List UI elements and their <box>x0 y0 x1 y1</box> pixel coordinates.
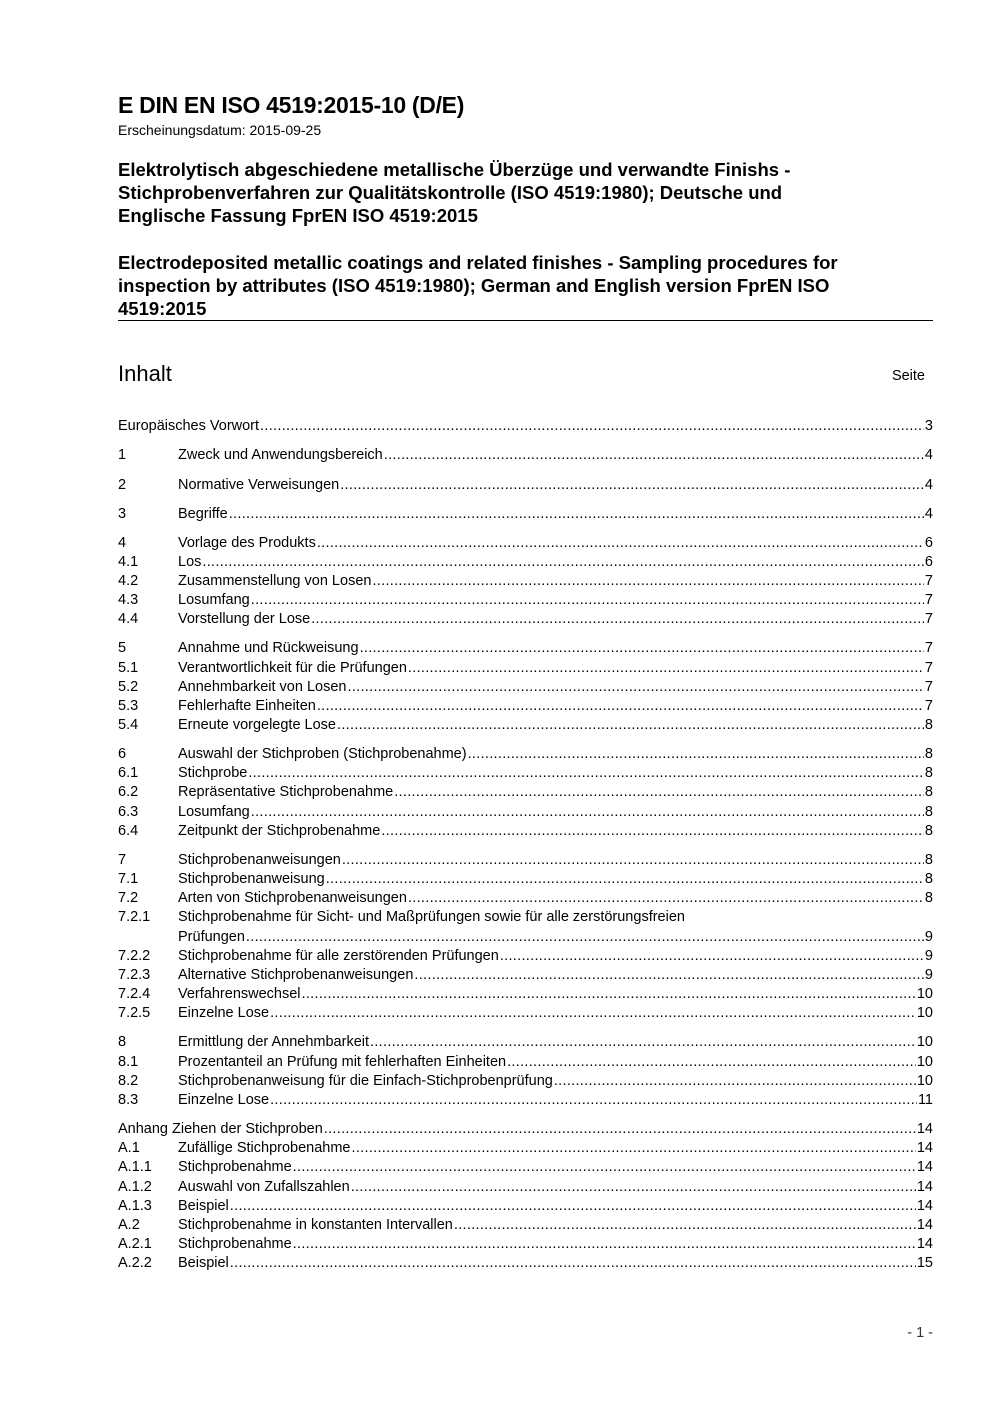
toc-entry-title: Prozentanteil an Prüfung mit fehlerhaften Einheiten <box>178 1054 507 1070</box>
toc-entry-title: Verantwortlichkeit für die Prüfungen <box>178 660 407 676</box>
toc-entry-number: 5.1 <box>118 660 139 676</box>
title-german <box>118 158 933 227</box>
toc-entry-line <box>178 638 933 658</box>
toc-dot-leader <box>381 821 924 841</box>
toc-entry-line <box>118 416 933 436</box>
toc-dot-leader <box>394 782 924 802</box>
toc-entry[interactable] <box>118 475 933 495</box>
document-id: E DIN EN ISO 4519:2015-10 (D/E) <box>118 92 465 118</box>
toc-entry-page: 14 <box>916 1140 933 1156</box>
toc-dot-leader <box>554 1071 916 1091</box>
toc-entry-line <box>178 475 933 495</box>
toc-entry-title: Stichprobenahme für Sicht- und Maßprüfungen sowie für alle zerstörungsfreien <box>178 909 685 925</box>
toc-entry-line <box>178 609 933 629</box>
toc-entry-line <box>178 984 933 1004</box>
toc-entry-title: Einzelne Lose <box>178 1005 270 1021</box>
toc-entry[interactable] <box>118 590 933 610</box>
toc-dot-leader <box>507 1052 916 1072</box>
toc-entry-number: 6.4 <box>118 823 139 839</box>
toc-entry-number: 3 <box>118 506 127 522</box>
toc-entry-number: 6.2 <box>118 784 139 800</box>
toc-dot-leader <box>270 1003 916 1023</box>
title-german-line: Stichprobenverfahren zur Qualitätskontrolle (ISO 4519:1980); Deutsche und <box>118 182 783 203</box>
toc-entry-line <box>178 1003 933 1023</box>
toc-entry-title: Stichprobenahme für alle zerstörenden Prüfungen <box>178 948 499 964</box>
toc-entry-title: Zeitpunkt der Stichprobenahme <box>178 823 381 839</box>
toc-dot-leader <box>454 1215 916 1235</box>
toc-entry-title: Zufällige Stichprobenahme <box>178 1140 351 1156</box>
toc-entry-page: 14 <box>916 1198 933 1214</box>
toc-entry-page: 8 <box>924 804 933 820</box>
toc-dot-leader <box>352 1138 916 1158</box>
toc-entry-title: Losumfang <box>178 592 250 608</box>
toc-entry-title: Erneute vorgelegte Lose <box>178 717 336 733</box>
toc-entry-title: Zusammenstellung von Losen <box>178 573 372 589</box>
toc-entry-number: 8.1 <box>118 1054 139 1070</box>
toc-entry-line <box>178 590 933 610</box>
toc-entry-page: 8 <box>924 852 933 868</box>
toc-entry-number: 5 <box>118 640 127 656</box>
title-english-line: Electrodeposited metallic coatings and related finishes - Sampling procedures for <box>118 252 838 273</box>
toc-entry-number: 7.2.2 <box>118 948 151 964</box>
toc-entry-title: Stichprobenanweisung <box>178 871 325 887</box>
toc-entry-number: A.2.2 <box>118 1255 152 1271</box>
toc-dot-leader <box>468 744 924 764</box>
toc-entry-number: 6 <box>118 746 127 762</box>
toc-entry-page: 11 <box>917 1092 933 1108</box>
toc-entry-title: Stichprobe <box>178 765 248 781</box>
toc-entry-line <box>178 888 933 908</box>
toc-dot-leader <box>248 763 924 783</box>
toc-dot-leader <box>347 677 923 697</box>
toc-entry-number: 4 <box>118 535 127 551</box>
toc-entry[interactable] <box>118 1177 933 1197</box>
toc-entry[interactable] <box>118 802 933 822</box>
toc-entry[interactable] <box>118 1071 933 1091</box>
toc-entry[interactable] <box>118 1138 933 1158</box>
toc-entry-title: Einzelne Lose <box>178 1092 270 1108</box>
toc-entry-line <box>178 744 933 764</box>
toc-entry-title: Auswahl der Stichproben (Stichprobenahme) <box>178 746 467 762</box>
toc-entry-number: A.2 <box>118 1217 140 1233</box>
toc-dot-leader <box>360 638 924 658</box>
toc-entry-line <box>178 821 933 841</box>
toc-entry-title: Ermittlung der Annehmbarkeit <box>178 1034 370 1050</box>
toc-entry-page: 14 <box>916 1179 933 1195</box>
toc-entry-line <box>178 696 933 716</box>
toc-entry-line <box>178 1157 933 1177</box>
toc-entry-title: Begriffe <box>178 506 228 522</box>
toc-dot-leader <box>326 869 924 889</box>
toc-entry-number: A.1.3 <box>118 1198 152 1214</box>
toc-entry-page: 8 <box>924 784 933 800</box>
title-english-line: 4519:2015 <box>118 298 207 319</box>
title-german-line: Englische Fassung FprEN ISO 4519:2015 <box>118 205 478 226</box>
toc-dot-leader <box>260 416 924 436</box>
toc-entry-line <box>178 1052 933 1072</box>
toc-heading: Inhalt <box>118 361 172 386</box>
toc-entry[interactable] <box>118 1157 933 1177</box>
toc-dot-leader <box>251 590 924 610</box>
toc-entry[interactable] <box>118 416 933 436</box>
toc-dot-leader <box>370 1032 916 1052</box>
toc-entry-page: 14 <box>916 1159 933 1175</box>
toc-entry-line <box>178 1234 933 1254</box>
toc-entry-number: 7.2 <box>118 890 139 906</box>
toc-entry-line <box>178 869 933 889</box>
publication-date: Erscheinungsdatum: 2015-09-25 <box>118 122 322 138</box>
toc-entry[interactable] <box>118 907 933 927</box>
toc-entry-title: Stichprobenahme in konstanten Intervallen <box>178 1217 453 1233</box>
toc-entry-title: Losumfang <box>178 804 250 820</box>
toc-dot-leader <box>414 965 924 985</box>
toc-entry-title: Verfahrenswechsel <box>178 986 301 1002</box>
toc-entry-line <box>178 504 933 524</box>
toc-entry-page: 7 <box>924 679 933 695</box>
toc-entry-title: Beispiel <box>178 1255 229 1271</box>
header-divider <box>118 320 933 321</box>
toc-entry-page: 7 <box>924 640 933 656</box>
toc-entry-number: 6.1 <box>118 765 139 781</box>
toc-entry-title: Anhang Ziehen der Stichproben <box>118 1121 323 1137</box>
toc-entry-line <box>178 552 933 572</box>
toc-entry-line <box>178 946 933 966</box>
toc-entry-number: A.2.1 <box>118 1236 152 1252</box>
toc-entry-number: 7.2.1 <box>118 909 151 925</box>
toc-entry[interactable] <box>118 1196 933 1216</box>
toc-dot-leader <box>351 1177 916 1197</box>
toc-entry[interactable] <box>118 1032 933 1052</box>
toc-dot-leader <box>302 984 916 1004</box>
toc-dot-leader <box>324 1119 916 1139</box>
toc-entry[interactable] <box>118 445 933 465</box>
toc-entry-page: 7 <box>924 698 933 714</box>
toc-entry-title: Los <box>178 554 202 570</box>
toc-dot-leader <box>293 1157 916 1177</box>
toc-entry-line <box>178 802 933 822</box>
toc-entry-number: 7 <box>118 852 127 868</box>
page-number: - 1 - <box>907 1325 933 1341</box>
toc-entry[interactable] <box>118 888 933 908</box>
toc-entry-number: 6.3 <box>118 804 139 820</box>
toc-entry-line <box>178 927 933 947</box>
toc-entry-number: 2 <box>118 477 127 493</box>
toc-entry[interactable] <box>118 984 933 1004</box>
toc-entry-number: 4.1 <box>118 554 139 570</box>
toc-entry-page: 10 <box>916 1054 933 1070</box>
toc-entry-number: 7.2.5 <box>118 1005 151 1021</box>
toc-entry-title: Arten von Stichprobenanweisungen <box>178 890 407 906</box>
toc-entry-title: Alternative Stichprobenanweisungen <box>178 967 414 983</box>
toc-entry-page: 10 <box>916 1073 933 1089</box>
toc-entry-number: 7.2.3 <box>118 967 151 983</box>
toc-entry-page: 10 <box>916 1005 933 1021</box>
title-english <box>118 251 933 320</box>
toc-page-label: Seite <box>891 368 925 384</box>
toc-entry-page: 9 <box>924 929 933 945</box>
toc-dot-leader <box>408 658 924 678</box>
toc-entry[interactable] <box>118 677 933 697</box>
toc-entry[interactable] <box>118 1253 933 1273</box>
toc-entry-page: 4 <box>924 477 933 493</box>
toc-entry[interactable] <box>118 696 933 716</box>
toc-entry[interactable] <box>118 927 933 947</box>
toc-entry-title: Repräsentative Stichprobenahme <box>178 784 394 800</box>
toc-entry[interactable] <box>118 1215 933 1235</box>
toc-entry[interactable] <box>118 744 933 764</box>
toc-entry-number: 8.3 <box>118 1092 139 1108</box>
toc-entry-title: Prüfungen <box>178 929 245 945</box>
toc-entry-line <box>118 1119 933 1139</box>
toc-entry-title: Vorstellung der Lose <box>178 611 311 627</box>
toc-entry-line <box>178 965 933 985</box>
toc-entry[interactable] <box>118 571 933 591</box>
toc-entry-line <box>178 1071 933 1091</box>
toc-entry[interactable] <box>118 1234 933 1254</box>
toc-entry-line <box>178 1253 933 1273</box>
toc-entry-number: 5.3 <box>118 698 139 714</box>
toc-entry-title: Stichprobenanweisung für die Einfach-Stichprobenprüfung <box>178 1073 553 1089</box>
toc-entry[interactable] <box>118 552 933 572</box>
toc-entry-title: Stichprobenahme <box>178 1236 292 1252</box>
toc-entry-page: 8 <box>924 871 933 887</box>
toc-entry-line <box>178 782 933 802</box>
toc-dot-leader <box>230 1196 916 1216</box>
toc-entry-title: Annehmbarkeit von Losen <box>178 679 347 695</box>
toc-dot-leader <box>342 850 924 870</box>
toc-entry-number: 8.2 <box>118 1073 139 1089</box>
toc-entry-page: 14 <box>916 1121 933 1137</box>
toc-entry[interactable] <box>118 1119 933 1139</box>
toc-entry-line <box>178 1196 933 1216</box>
toc-dot-leader <box>311 609 924 629</box>
toc-dot-leader <box>317 533 924 553</box>
toc-dot-leader <box>270 1090 917 1110</box>
toc-entry-number: 7.1 <box>118 871 139 887</box>
toc-entry-title: Stichprobenahme <box>178 1159 292 1175</box>
toc-entry-page: 7 <box>924 573 933 589</box>
toc-entry[interactable] <box>118 782 933 802</box>
toc-entry-line <box>178 715 933 735</box>
toc-entry-page: 8 <box>924 890 933 906</box>
toc-dot-leader <box>251 802 924 822</box>
toc-dot-leader <box>337 715 924 735</box>
toc-entry-number: 4.2 <box>118 573 139 589</box>
toc-entry-line <box>178 763 933 783</box>
toc-entry-line <box>178 571 933 591</box>
toc-entry-title: Fehlerhafte Einheiten <box>178 698 316 714</box>
toc-entry[interactable] <box>118 821 933 841</box>
toc-entry[interactable] <box>118 504 933 524</box>
toc-entry-page: 4 <box>924 447 933 463</box>
toc-entry[interactable] <box>118 658 933 678</box>
toc-entry-page: 6 <box>924 535 933 551</box>
toc-dot-leader <box>246 927 924 947</box>
toc-entry[interactable] <box>118 715 933 735</box>
toc-dot-leader <box>230 1253 916 1273</box>
toc-dot-leader <box>372 571 923 591</box>
toc-entry-page: 7 <box>924 611 933 627</box>
toc-entry[interactable] <box>118 1003 933 1023</box>
toc-entry[interactable] <box>118 609 933 629</box>
toc-entry-line <box>178 1215 933 1235</box>
document-page <box>118 0 933 1403</box>
toc-dot-leader <box>317 696 924 716</box>
toc-entry[interactable] <box>118 850 933 870</box>
toc-dot-leader <box>408 888 924 908</box>
toc-entry-line <box>178 677 933 697</box>
toc-entry-page: 8 <box>924 765 933 781</box>
toc-entry-number: A.1.1 <box>118 1159 152 1175</box>
toc-entry-page: 6 <box>924 554 933 570</box>
toc-entry[interactable] <box>118 638 933 658</box>
toc-entry-page: 9 <box>924 967 933 983</box>
toc-entry-page: 8 <box>924 746 933 762</box>
toc-dot-leader <box>229 504 924 524</box>
toc-entry-page: 14 <box>916 1236 933 1252</box>
toc-entry-title: Vorlage des Produkts <box>178 535 316 551</box>
toc-dot-leader <box>340 475 924 495</box>
toc-entry[interactable] <box>118 763 933 783</box>
toc-entry-title: Europäisches Vorwort <box>118 418 260 434</box>
toc-entry-title: Normative Verweisungen <box>178 477 340 493</box>
toc-entry-number: A.1 <box>118 1140 140 1156</box>
toc-entry-page: 8 <box>924 823 933 839</box>
toc-entry[interactable] <box>118 1090 933 1110</box>
title-german-line: Elektrolytisch abgeschiedene metallische Überzüge und verwandte Finishs - <box>118 159 791 180</box>
toc-entry-line <box>178 1090 933 1110</box>
toc-entry-title: Auswahl von Zufallszahlen <box>178 1179 350 1195</box>
toc-entry-title: Annahme und Rückweisung <box>178 640 359 656</box>
toc-entry-page: 3 <box>924 418 933 434</box>
toc-entry-number: 4.3 <box>118 592 139 608</box>
toc-entry-number: 5.4 <box>118 717 139 733</box>
toc-entry-number: 7.2.4 <box>118 986 151 1002</box>
toc-entry-line <box>178 850 933 870</box>
toc-entry[interactable] <box>118 965 933 985</box>
toc-entry-title: Beispiel <box>178 1198 229 1214</box>
toc-entry-page: 7 <box>924 592 933 608</box>
toc-entry-number: 5.2 <box>118 679 139 695</box>
toc-entry-page: 8 <box>924 717 933 733</box>
toc-entry-title: Zweck und Anwendungsbereich <box>178 447 383 463</box>
toc-entry-title: Stichprobenanweisungen <box>178 852 341 868</box>
toc-entry-line <box>178 445 933 465</box>
toc-entry-line <box>178 1138 933 1158</box>
toc-entry-line <box>178 1032 933 1052</box>
toc-entry-page: 14 <box>916 1217 933 1233</box>
toc-entry-line <box>178 658 933 678</box>
toc-entry-page: 10 <box>916 1034 933 1050</box>
title-english-line: inspection by attributes (ISO 4519:1980); German and English version FprEN ISO <box>118 275 830 296</box>
toc-entry-page: 4 <box>924 506 933 522</box>
toc-entry[interactable] <box>118 533 933 553</box>
toc-entry-page: 7 <box>924 660 933 676</box>
toc-dot-leader <box>293 1234 916 1254</box>
toc-entry[interactable] <box>118 869 933 889</box>
toc-entry-page: 9 <box>924 948 933 964</box>
toc-entry-page: 15 <box>916 1255 933 1271</box>
toc-entry-line <box>178 1177 933 1197</box>
toc-entry-number: A.1.2 <box>118 1179 152 1195</box>
toc-entry-page: 10 <box>916 986 933 1002</box>
toc-entry-number: 1 <box>118 447 127 463</box>
toc-entry-number: 8 <box>118 1034 127 1050</box>
toc-dot-leader <box>202 552 924 572</box>
toc-entry-line <box>178 533 933 553</box>
toc-dot-leader <box>384 445 924 465</box>
toc-entry[interactable] <box>118 1052 933 1072</box>
toc-entry-number: 4.4 <box>118 611 139 627</box>
toc-dot-leader <box>500 946 924 966</box>
toc-entry[interactable] <box>118 946 933 966</box>
